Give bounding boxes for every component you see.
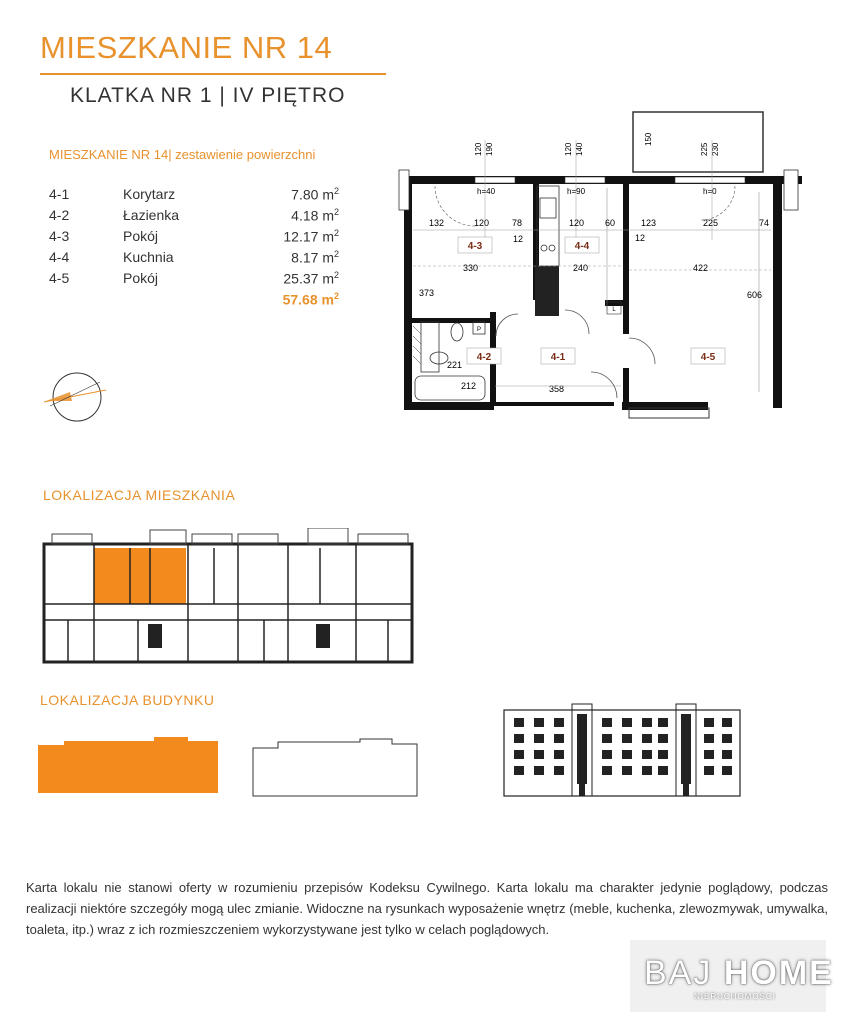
room-number: 4-2 xyxy=(49,207,70,223)
north-arrow-icon xyxy=(40,368,110,428)
location-building-heading: LOKALIZACJA BUDYNKU xyxy=(40,692,215,708)
door-arc xyxy=(629,338,655,364)
room-name: Pokój xyxy=(123,270,159,286)
door-arc xyxy=(565,310,589,334)
sill-height: h=90 xyxy=(567,187,586,196)
dim-label: 140 xyxy=(575,142,584,156)
storage-hatch xyxy=(413,326,421,364)
logo-subtitle: NIERUCHOMOŚCI xyxy=(694,992,776,1001)
area-table-heading: MIESZKANIE NR 14| zestawienie powierzchni xyxy=(49,147,316,162)
wall-stub xyxy=(399,170,409,210)
dim-label: 120 xyxy=(569,218,585,228)
dim-label: 120 xyxy=(564,142,573,156)
dim-label: 422 xyxy=(693,263,709,273)
wall-interior xyxy=(623,184,629,334)
area-unit-exp: 2 xyxy=(333,186,339,196)
room-name: Pokój xyxy=(123,228,159,244)
toilet-icon xyxy=(451,323,463,341)
area-row xyxy=(49,249,339,270)
sill-height: h=40 xyxy=(477,187,496,196)
room-number: 4-5 xyxy=(49,270,70,286)
door-arc xyxy=(496,314,518,336)
burner-icon xyxy=(541,245,547,251)
room-label: 4-4 xyxy=(574,241,590,252)
dim-label: 74 xyxy=(759,218,770,228)
dim-label: 190 xyxy=(485,142,494,156)
room-label: 4-2 xyxy=(476,352,492,363)
area-row xyxy=(49,207,339,228)
room-area-value: 7.80 xyxy=(291,186,319,203)
washing-machine xyxy=(421,322,439,372)
room-label: 4-5 xyxy=(700,352,716,363)
dim-label: 60 xyxy=(605,218,616,228)
dim-label: 373 xyxy=(419,288,435,298)
page-title: MIESZKANIE NR 14 xyxy=(40,30,333,65)
building-location-highlighted xyxy=(38,735,218,795)
door-arc xyxy=(591,372,617,398)
area-unit-exp: 2 xyxy=(333,228,339,238)
wall-right xyxy=(773,176,782,408)
dim-label: 358 xyxy=(549,384,565,394)
dim-label: 123 xyxy=(641,218,657,228)
room-number: 4-4 xyxy=(49,249,70,265)
wall-bottom-right xyxy=(622,402,708,410)
logo-name xyxy=(644,954,834,993)
baj-home-logo xyxy=(630,940,834,1012)
label-l: L xyxy=(612,307,616,313)
dim-label: 230 xyxy=(711,142,720,156)
dim-label: 132 xyxy=(429,218,445,228)
area-unit-exp: 2 xyxy=(333,207,339,217)
room-area-value: 8.17 xyxy=(291,249,319,266)
area-unit: m xyxy=(322,249,334,266)
dim-label: 225 xyxy=(700,142,709,156)
page-subtitle: KLATKA NR 1 | IV PIĘTRO xyxy=(70,84,346,107)
dim-label: 12 xyxy=(513,234,524,244)
sill-height: h=0 xyxy=(703,187,717,196)
area-row xyxy=(49,270,339,291)
window xyxy=(475,177,515,183)
wall-interior xyxy=(623,368,629,408)
room-area xyxy=(291,186,339,203)
wall-bottom-left xyxy=(404,402,494,410)
area-unit: m xyxy=(322,186,334,203)
highlighted-apartment xyxy=(94,548,186,604)
dim-label: 212 xyxy=(461,381,477,391)
window xyxy=(565,177,605,183)
area-row xyxy=(49,228,339,249)
wall-left xyxy=(404,176,412,408)
title-underline xyxy=(40,73,386,75)
dim-label: 120 xyxy=(474,142,483,156)
room-name: Korytarz xyxy=(123,186,176,202)
dim-label: 221 xyxy=(447,360,463,370)
logo-name-a: BAJ xyxy=(644,954,724,992)
area-total xyxy=(49,291,339,308)
window xyxy=(675,177,745,183)
area-unit: m xyxy=(322,270,334,287)
dim-label: 12 xyxy=(635,233,646,243)
room-area xyxy=(283,270,339,287)
building-elevation xyxy=(498,700,746,800)
area-row xyxy=(49,186,339,207)
room-area xyxy=(291,207,339,224)
room-name: Kuchnia xyxy=(123,249,174,265)
area-unit: m xyxy=(322,207,334,224)
apartment-floor-plan xyxy=(395,110,805,430)
area-total-unit-exp: 2 xyxy=(333,291,339,301)
wall-bottom-mid xyxy=(494,402,614,406)
room-area xyxy=(291,249,339,266)
dim-label: 606 xyxy=(747,290,763,300)
room-area xyxy=(283,228,339,245)
floor-location-plan xyxy=(38,528,418,668)
label-p: P xyxy=(476,327,482,333)
stove xyxy=(535,266,559,316)
room-label: 4-1 xyxy=(550,352,566,363)
area-total-unit: m xyxy=(321,291,334,308)
area-unit: m xyxy=(322,228,334,245)
disclaimer-text: Karta lokalu nie stanowi oferty w rozumieniu przepisów Kodeksu Cywilnego. Karta lokalu ma charakter jedynie poglądowy, podczas realizacji niektóre szczegóły mogą ulec zmianie. Widoczne na rysunkach wyposażenie wnętrz (meble, kuchenka, zlewozmywak, umywalka, toaleta, itp.) wraz z ich rozmieszczeniem wykorzystywane jest tylko w celach poglądowych. xyxy=(26,880,828,937)
dim-label: 225 xyxy=(703,218,719,228)
room-name: Łazienka xyxy=(123,207,180,223)
room-area-value: 25.37 xyxy=(283,270,319,287)
stairwells xyxy=(148,624,330,648)
dim-label: 78 xyxy=(512,218,523,228)
dim-label: 330 xyxy=(463,263,479,273)
dim-label: 240 xyxy=(573,263,589,273)
logo-name-b: HOME xyxy=(723,954,834,992)
wall-interior xyxy=(605,300,625,306)
sink-icon xyxy=(540,198,556,218)
building-location-outline xyxy=(252,738,418,798)
area-total-value: 57.68 xyxy=(282,291,318,308)
wall-stub xyxy=(784,170,798,210)
room-area-value: 12.17 xyxy=(283,228,319,245)
room-number: 4-3 xyxy=(49,228,70,244)
elevation-windows xyxy=(514,714,732,796)
room-area-value: 4.18 xyxy=(291,207,319,224)
dim-label: 150 xyxy=(644,132,653,146)
area-table xyxy=(49,186,339,291)
dim-label: 120 xyxy=(474,218,490,228)
burner-icon xyxy=(549,245,555,251)
balconies xyxy=(52,528,408,544)
area-unit-exp: 2 xyxy=(333,270,339,280)
room-label: 4-3 xyxy=(467,241,483,252)
area-unit-exp: 2 xyxy=(333,249,339,259)
location-flat-heading: LOKALIZACJA MIESZKANIA xyxy=(43,487,236,503)
room-number: 4-1 xyxy=(49,186,70,202)
